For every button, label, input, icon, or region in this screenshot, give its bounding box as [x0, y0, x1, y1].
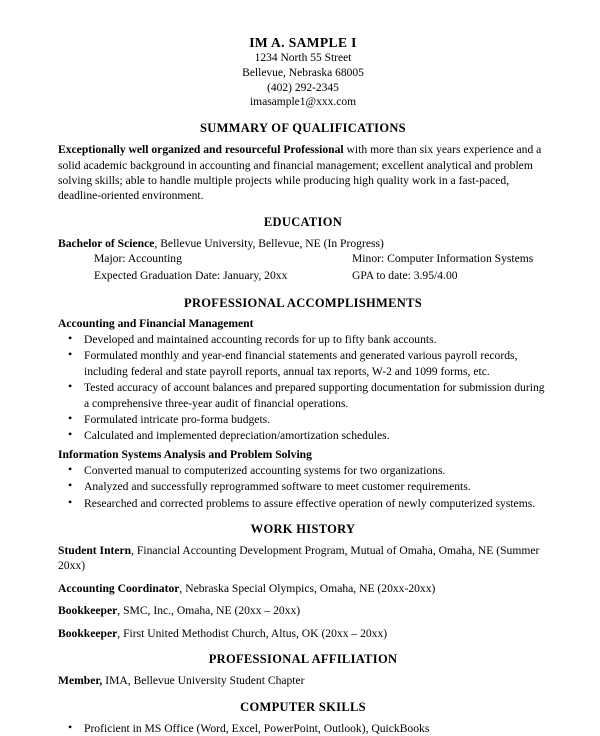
job-role: Student Intern	[58, 544, 132, 558]
summary-paragraph	[58, 142, 548, 204]
education-degree-name: Bachelor of Science	[58, 236, 155, 250]
list-item: • Tested accuracy of account balances and prepared supporting documentation for submission during a comprehensive three-year audit of financial operations.	[58, 380, 548, 411]
candidate-address: 1234 North 55 Street	[254, 52, 352, 65]
accomplishments-list-systems	[58, 463, 548, 511]
list-item: • Researched and corrected problems to assure effective operation of newly computerized systems.	[58, 496, 548, 511]
work-history-entry	[58, 626, 548, 641]
education-graduation-date: Expected Graduation Date: January, 20xx	[94, 269, 288, 283]
education-row	[58, 268, 548, 285]
education-minor: Minor: Computer Information Systems	[352, 252, 534, 266]
section-title-work-history: WORK HISTORY	[250, 522, 356, 537]
education-degree	[58, 236, 548, 252]
job-detail: , Financial Accounting Development Program, Mutual of Omaha, Omaha, NE (Summer 20xx)	[58, 544, 540, 573]
list-item: • Proficient in MS Office (Word, Excel, PowerPoint, Outlook), QuickBooks	[58, 721, 548, 736]
section-title-summary: SUMMARY OF QUALIFICATIONS	[200, 121, 406, 136]
candidate-name: IM A. SAMPLE I	[249, 35, 357, 50]
candidate-phone: (402) 292-2345	[267, 81, 339, 94]
section-title-affiliation: PROFESSIONAL AFFILIATION	[208, 652, 398, 667]
education-degree-detail: , Bellevue University, Bellevue, NE (In Progress)	[154, 236, 384, 250]
list-item: • Analyzed and successfully reprogrammed software to meet customer requirements.	[58, 479, 548, 494]
summary-body: with more than six years experience and a solid academic background in accounting and financial management; excellent analytical and problem solving skills; able to handle multiple projects while producing high quality work in a fast-paced, deadline-oriented environment.	[58, 143, 542, 203]
education-major: Major: Accounting	[94, 252, 182, 266]
job-role: Bookkeeper	[58, 626, 118, 640]
education-row	[58, 251, 548, 268]
job-detail: , Nebraska Special Olympics, Omaha, NE (20xx-20xx)	[179, 581, 436, 595]
candidate-email: imasample1@xxx.com	[249, 96, 357, 109]
work-history-entry	[58, 603, 548, 618]
resume-header	[58, 34, 548, 110]
list-item: • Converted manual to computerized accounting systems for two organizations.	[58, 463, 548, 478]
section-title-accomplishments: PROFESSIONAL ACCOMPLISHMENTS	[184, 296, 422, 310]
affiliation-entry	[58, 673, 548, 688]
accomplishments-group-heading: Information Systems Analysis and Problem Solving	[58, 447, 312, 461]
list-item: • Formulated monthly and year-end financial statements and generated various payroll records, including federal and state payroll reports, annual tax reports, W-2 and 1099 forms, etc.	[58, 348, 548, 379]
list-item: • Formulated intricate pro-forma budgets.	[58, 412, 548, 427]
job-role: Bookkeeper	[58, 604, 118, 618]
list-item: • Calculated and implemented depreciation/amortization schedules.	[58, 428, 548, 443]
job-detail: , SMC, Inc., Omaha, NE (20xx – 20xx)	[117, 604, 301, 618]
education-gpa: GPA to date: 3.95/4.00	[352, 269, 458, 283]
list-item: • Developed and maintained accounting records for up to fifty bank accounts.	[58, 332, 548, 347]
affiliation-role: Member,	[58, 674, 103, 688]
section-title-education: EDUCATION	[263, 214, 343, 229]
job-detail: , First United Methodist Church, Altus, OK (20xx – 20xx)	[117, 626, 388, 640]
work-history-entry	[58, 581, 548, 596]
accomplishments-list-accounting	[58, 332, 548, 444]
accomplishments-group-heading: Accounting and Financial Management	[58, 317, 254, 330]
section-title-computer-skills: COMPUTER SKILLS	[240, 699, 366, 714]
summary-lead: Exceptionally well organized and resourceful Professional	[58, 143, 344, 157]
affiliation-detail: IMA, Bellevue University Student Chapter	[102, 674, 305, 688]
candidate-city-state-zip: Bellevue, Nebraska 68005	[242, 66, 364, 79]
job-role: Accounting Coordinator	[58, 581, 180, 595]
work-history-entry	[58, 543, 548, 574]
computer-skills-list	[58, 721, 548, 736]
